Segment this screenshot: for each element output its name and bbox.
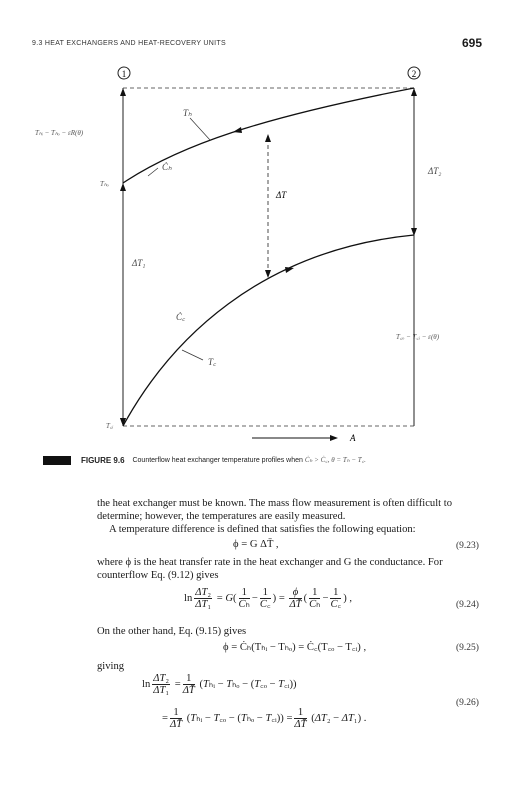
th-leader [190,118,210,140]
equation-9-24: ln $\frac{\text{ΔT₂}}{\text{ΔT₁}}$ = G( $\frac{1}{\text{Ċₕ}}$ − $\frac{1}{Ċ꜀}$ ) = $\frac{\phi}{\Delta T̄}$ ( $\frac{1}{\text{Ċₕ}}$ − $\frac{1}{Ċ꜀}$ ) , [184,587,353,610]
hot-flow-arrow [233,127,242,133]
equation-9-26-line-1: ln $\frac{\text{ΔT₂}}{\text{ΔT₁}}$ = $\frac{1}{\Delta T̄}$ (Tₕᵢ − Tₕₒ − (T꜀ₒ − T꜀ᵢ)) [142,673,297,696]
equation-9-26-line-2: = $\frac{1}{\Delta T̄}$ (Tₕᵢ − T꜀ₒ − (Tₕₒ − T꜀ᵢ)) = $\frac{1}{\Delta T̄}$ (ΔT₂ − ΔT₁) . [162,707,367,730]
station-2-label: 2 [411,69,417,79]
delta-t-arrow-up [265,134,271,142]
figure-number: FIGURE 9.6 [80,456,125,465]
running-header: 9.3 HEAT EXCHANGERS AND HEAT-RECOVERY UNITS [32,40,226,47]
figure-caption [43,456,366,465]
left-expression: Tₕᵢ − Tₕₒ − εR(θ) [35,129,84,137]
paragraph-3: where ϕ is the heat transfer rate in the heat exchanger and G the conductance. For counterflow Eq. (9.12) gives [97,557,443,581]
left-top-arrow [120,88,126,96]
ch-label: Ċₕ [162,162,172,172]
th-label: Tₕ [183,108,192,118]
ch-leader [148,168,158,176]
area-axis-arrowhead [330,435,338,441]
paragraph-2: A temperature difference is defined that satisfies the following equation: [109,524,416,535]
area-axis-label: A [350,433,356,443]
paragraph-5: giving [97,661,125,672]
tci-label: T꜀ᵢ [106,422,114,430]
equation-9-23-number: (9.23) [456,541,479,551]
tc-label: T꜀ [208,357,217,367]
delta-t1-label: ΔT₁ [132,258,146,268]
caption-text: Counterflow heat exchanger temperature profiles when [132,457,303,464]
right-expression: T꜀ₒ − T꜀ᵢ − ε(θ) [396,333,440,341]
cold-stream-curve [123,235,414,426]
delta-t1-arrow-up [120,183,126,191]
caption-bar [43,456,71,465]
paragraph-1: the heat exchanger must be known. The mass flow measurement is often difficult to determine; however, the temperatures are easily measured. [97,498,452,522]
equation-9-24-number: (9.24) [456,600,479,610]
tho-label: Tₕₒ [100,180,109,188]
tc-leader [182,350,203,360]
station-1-label: 1 [121,69,127,79]
caption-math: Ċₕ > Ċ꜀, θ = Tₕ − T꜀. [304,456,366,464]
page-number: 695 [462,36,483,50]
cold-flow-arrow [285,267,294,273]
delta-t-label: ΔT [276,190,287,200]
equation-9-25: ϕ = Ċₕ(Tₕᵢ − Tₕₒ) = Ċ꜀(T꜀ₒ − T꜀ᵢ) , [223,642,367,653]
cc-label: Ċ꜀ [176,312,186,322]
equation-9-23: ϕ = G ΔT̄ , [233,539,279,550]
delta-t2-arrow-up [411,88,417,96]
equation-9-26-number: (9.26) [456,698,479,708]
paragraph-4: On the other hand, Eq. (9.15) gives [97,626,247,637]
delta-t2-label: ΔT₂ [428,166,442,176]
equation-9-25-number: (9.25) [456,643,479,653]
